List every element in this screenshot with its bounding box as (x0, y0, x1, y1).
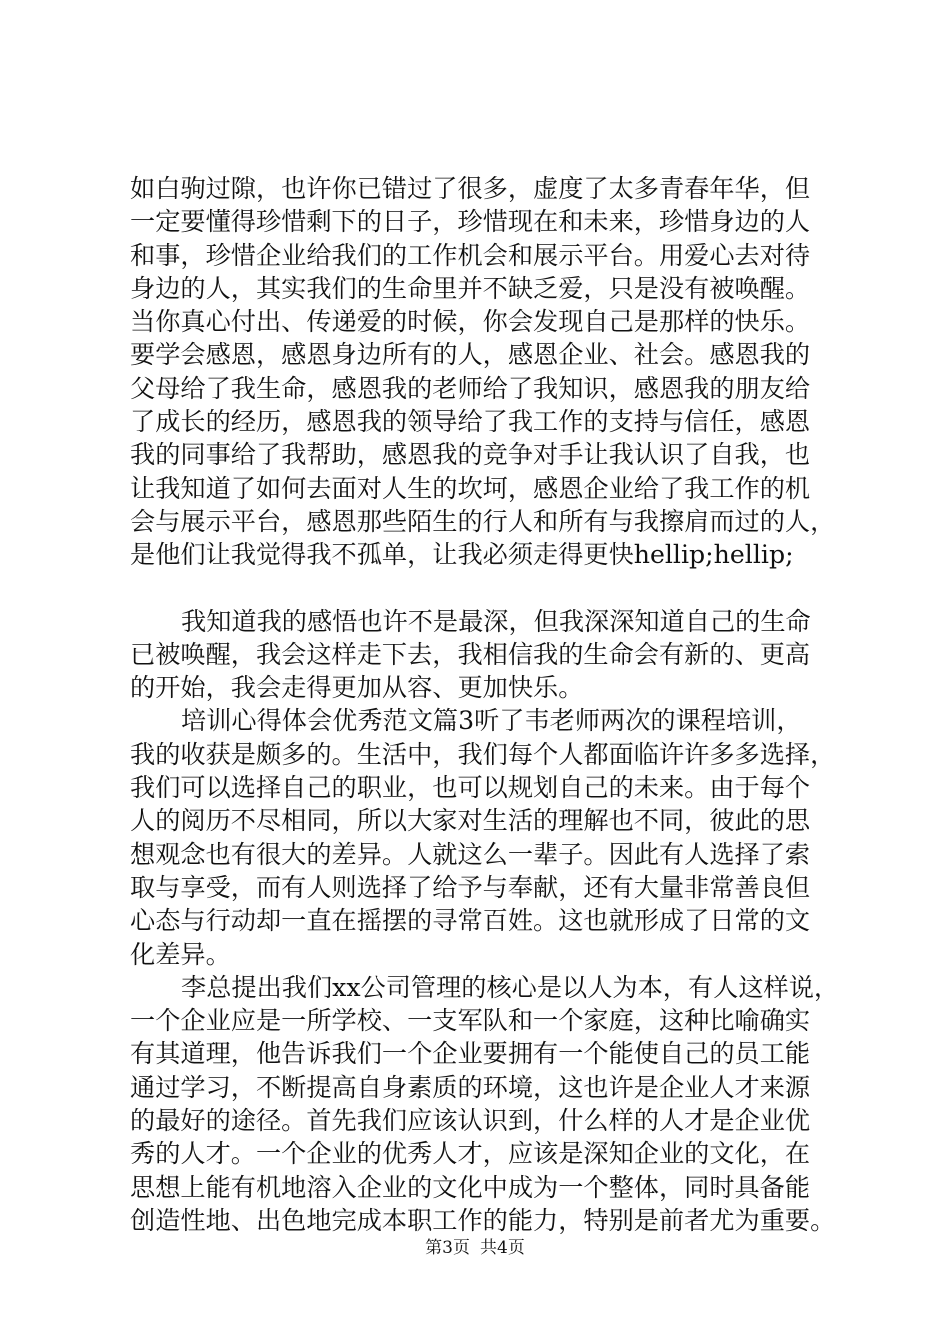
text-line: 一定要懂得珍惜剩下的日子，珍惜现在和未来，珍惜身边的人 (130, 207, 811, 237)
text-line: 有其道理，他告诉我们一个企业要拥有一个能使自己的员工能 (130, 1039, 811, 1069)
page-footer (0, 1237, 950, 1259)
text-line: 身边的人，其实我们的生命里并不缺乏爱，只是没有被唤醒。 (130, 273, 811, 303)
text-line: 已被唤醒，我会这样走下去，我相信我的生命会有新的、更高 (130, 639, 811, 669)
paragraph (130, 971, 850, 1237)
text-line: 通过学习，不断提高自身素质的环境，这也许是企业人才来源 (130, 1072, 811, 1102)
text-line: 是他们让我觉得我不孤单，让我必须走得更快hellip;hellip; (130, 540, 794, 570)
text-line: 想观念也有很大的差异。人就这么一辈子。因此有人选择了索 (130, 839, 811, 869)
text-line: 秀的人才。一个企业的优秀人才，应该是深知企业的文化，在 (130, 1139, 811, 1169)
text-line: 我知道我的感悟也许不是最深，但我深深知道自己的生命 (181, 606, 811, 636)
paragraph (130, 704, 850, 970)
page-total: 共4页 (480, 1238, 525, 1258)
text-line: 化差异。 (130, 939, 231, 969)
page-number: 第3页 (425, 1238, 470, 1258)
body-text (130, 172, 850, 1237)
paragraph (130, 605, 850, 705)
text-line: 父母给了我生命，感恩我的老师给了我知识，感恩我的朋友给 (130, 373, 811, 403)
paragraph-gap (130, 572, 850, 605)
text-line: 我的收获是颇多的。生活中，我们每个人都面临许许多多选择， (130, 739, 836, 769)
text-line: 思想上能有机地溶入企业的文化中成为一个整体，同时具备能 (130, 1172, 811, 1202)
text-line: 我们可以选择自己的职业，也可以规划自己的未来。由于每个 (130, 773, 811, 803)
text-line: 当你真心付出、传递爱的时候，你会发现自己是那样的快乐。 (130, 307, 811, 337)
text-line: 了成长的经历，感恩我的领导给了我工作的支持与信任，感恩 (130, 407, 811, 437)
text-line: 心态与行动却一直在摇摆的寻常百姓。这也就形成了日常的文 (130, 906, 811, 936)
text-line: 培训心得体会优秀范文篇3听了韦老师两次的课程培训， (181, 706, 802, 736)
text-line: 要学会感恩，感恩身边所有的人，感恩企业、社会。感恩我的 (130, 340, 811, 370)
text-line: 如白驹过隙，也许你已错过了很多，虚度了太多青春年华，但 (130, 174, 811, 203)
text-line: 李总提出我们xx公司管理的核心是以人为本，有人这样说， (181, 972, 840, 1002)
text-line: 会与展示平台，感恩那些陌生的行人和所有与我擦肩而过的人， (130, 506, 836, 536)
text-line: 一个企业应是一所学校、一支军队和一个家庭，这种比喻确实 (130, 1006, 811, 1036)
text-line: 我的同事给了我帮助，感恩我的竞争对手让我认识了自我，也 (130, 440, 811, 470)
paragraph (130, 172, 850, 572)
text-line: 取与享受，而有人则选择了给予与奉献，还有大量非常善良但 (130, 872, 811, 902)
text-line: 人的阅历不尽相同，所以大家对生活的理解也不同，彼此的思 (130, 806, 811, 836)
text-line: 的最好的途径。首先我们应该认识到，什么样的人才是企业优 (130, 1106, 811, 1136)
text-line: 的开始，我会走得更加从容、更加快乐。 (130, 673, 584, 703)
text-line: 创造性地、出色地完成本职工作的能力，特别是前者尤为重要。 (130, 1205, 836, 1235)
text-line: 让我知道了如何去面对人生的坎坷，感恩企业给了我工作的机 (130, 473, 811, 503)
text-line: 和事，珍惜企业给我们的工作机会和展示平台。用爱心去对待 (130, 240, 811, 270)
